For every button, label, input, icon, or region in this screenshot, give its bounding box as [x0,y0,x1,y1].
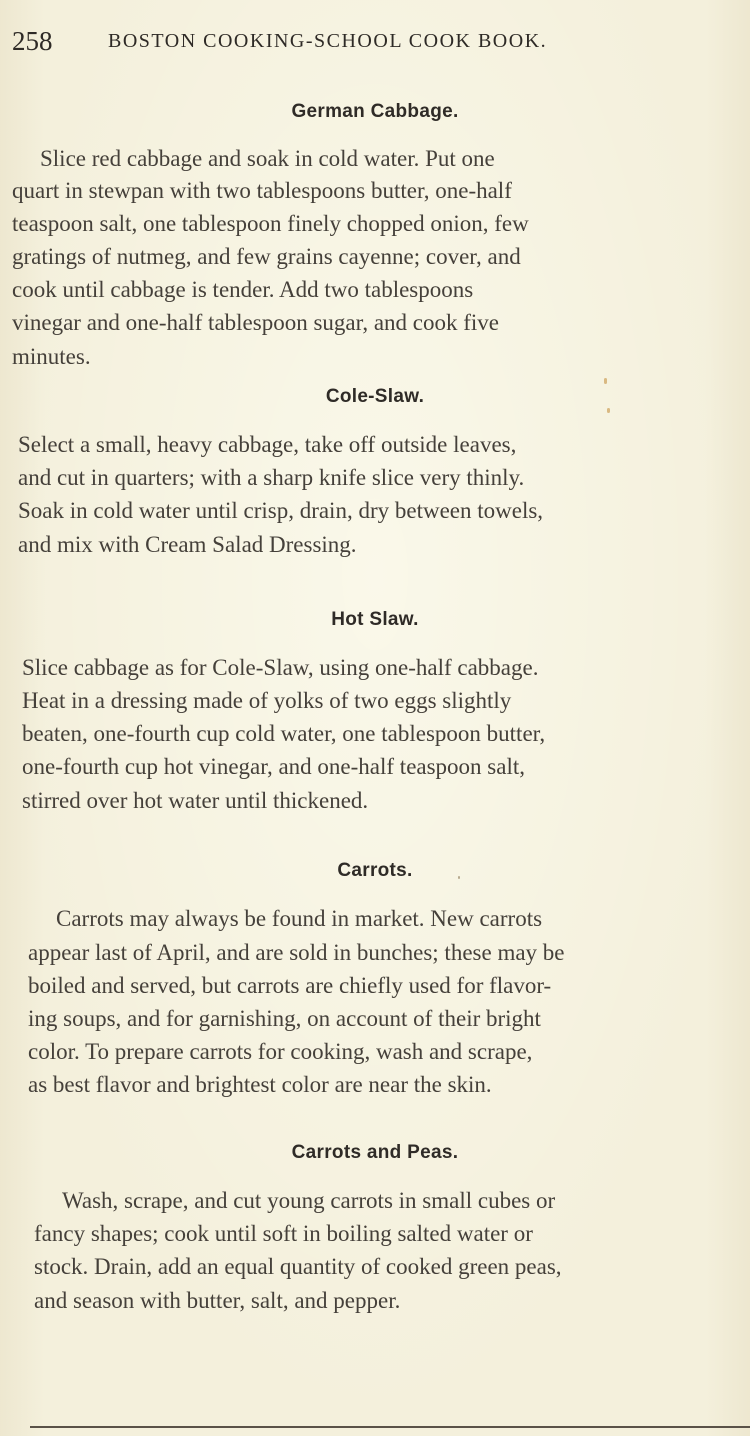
paragraph-line: gratings of nutmeg, and few grains cayenne; cover, and [12,244,521,269]
section-title-carrots-and-peas: Carrots and Peas. [291,1142,459,1163]
paragraph-line: stirred over hot water until thickened. [22,788,369,813]
section-title-hot-slaw: Hot Slaw. [331,609,419,630]
running-head [12,26,732,66]
paragraph-line: Select a small, heavy cabbage, take off outside leaves, [18,432,517,457]
paragraph-line: Slice red cabbage and soak in cold water. Put one [40,146,495,171]
paragraph-line: boiled and served, but carrots are chiefly used for flavor- [28,973,552,998]
page-number: 258 [12,26,53,56]
paragraph-line: and season with butter, salt, and pepper. [34,1288,401,1313]
paragraph-line: minutes. [12,344,91,369]
paragraph-line: Wash, scrape, and cut young carrots in small cubes or [62,1188,556,1213]
section-title-cole-slaw: Cole-Slaw. [325,386,425,407]
paragraph-line: and mix with Cream Salad Dressing. [18,532,357,557]
paragraph-line: as best flavor and brightest color are near the skin. [28,1072,492,1097]
paragraph-line: Carrots may always be found in market. New carrots [56,906,543,931]
paragraph-line: color. To prepare carrots for cooking, wash and scrape, [28,1039,533,1064]
paragraph-line: Soak in cold water until crisp, drain, dry between towels, [18,498,544,523]
section-title-german-cabbage: German Cabbage. [291,101,459,122]
section-title-carrots: Carrots. [337,860,413,881]
paragraph-line: ing soups, and for garnishing, on account of their bright [28,1006,541,1031]
paragraph-line: Slice cabbage as for Cole-Slaw, using one-half cabbage. [22,655,539,680]
paragraph-line: Heat in a dressing made of yolks of two eggs slightly [22,688,512,713]
paragraph-line: vinegar and one-half tablespoon sugar, and cook five [12,310,500,335]
page-bottom-rule [30,1426,750,1428]
paragraph-line: appear last of April, and are sold in bunches; these may be [28,940,565,965]
paper-speck [604,378,607,384]
paragraph-line: beaten, one-fourth cup cold water, one tablespoon butter, [22,721,546,746]
paragraph-line: cook until cabbage is tender. Add two tablespoons [12,277,474,302]
paragraph-line: quart in stewpan with two tablespoons butter, one-half [12,178,512,203]
paragraph-line: one-fourth cup hot vinegar, and one-half teaspoon salt, [22,754,526,779]
book-title: BOSTON COOKING-SCHOOL COOK BOOK. [108,30,548,52]
paragraph-line: fancy shapes; cook until soft in boiling salted water or [34,1221,533,1246]
paper-speck [458,876,460,879]
paragraph-line: stock. Drain, add an equal quantity of cooked green peas, [34,1254,562,1279]
paper-speck [607,408,610,413]
paragraph-line: and cut in quarters; with a sharp knife slice very thinly. [18,465,525,490]
paragraph-line: teaspoon salt, one tablespoon finely chopped onion, few [12,211,529,236]
